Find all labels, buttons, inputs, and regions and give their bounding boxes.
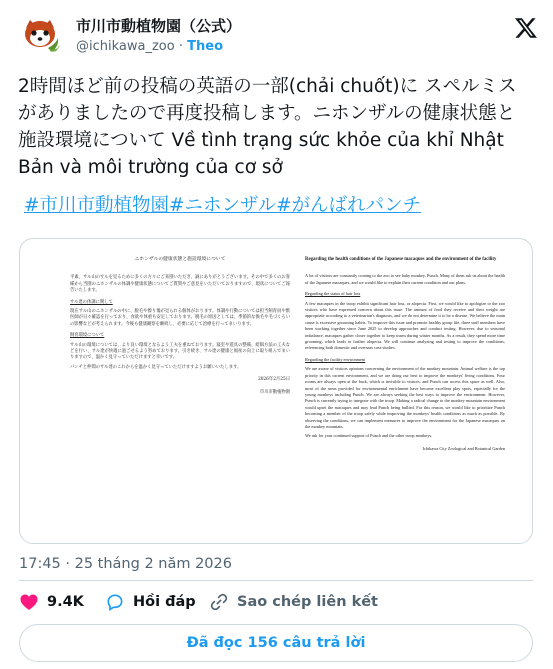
heart-icon <box>19 592 39 612</box>
document-japanese <box>70 239 290 543</box>
doc-jp-intro: 平素、サル山のサルを見るために多くの方々にご来園いただき、誠にありがとうございます。その中で多くのお客様から当園のニホンザルの体調や健康状態についてご質問やご意見をいただいておりますので、現状についてご報告いたします。 <box>70 275 290 294</box>
doc-jp-sign: 市川市動植物園 <box>259 389 290 395</box>
doc-en-sign: Ichikawa City Zoological and Botanical Garden <box>422 445 505 451</box>
like-button[interactable] <box>19 588 84 616</box>
doc-jp-heading: 飼育環境について <box>70 333 105 339</box>
user-handle[interactable]: @ichikawa_zoo <box>76 39 175 54</box>
document-english <box>305 239 505 543</box>
doc-en-paragraph: We are aware of visitors opinions concerning the environment of the monkey mountain. Animal welfare is the top priority in this current environment, and we are doing our best to improve the monkeys' living conditions. Four rooms are always open at the back, which is invisible to visitors, and Punch can access this space as well. Also, most of the areas provided for environmental enrichment have become excellent play spots, especially for the young monkeys including Punch. We are always seeking the best ways to improve the environment. However, Punch is currently trying to integrate with the troop. Making a radical change to the monkey mountain environment would upset the macaques and may lead Punch being bullied. For this reason, we would like to prioritize Punch becoming a member of the troop safely while improving the monkeys' health conditions as much as possible. By observing the conditions, we can implement measures to improve the environment for the Japanese macaques on the monkey mountain. <box>305 366 505 429</box>
doc-jp-paragraph: 現在サル山のニホンザルの中に、脱毛や擦り傷が見られる個体がおります。体調や行動については担当飼育員や獣医師が日々確認を行っており、食欲や体重も安定しております。脱毛の原因としては、季節的な換毛や毛づくろいの影響などが考えられます。今後も健康観察を継続し、必要に応じて治療を行ってまいります。 <box>70 309 290 327</box>
doc-jp-heading: サル達の体調に関して <box>70 299 113 305</box>
hashtag-macaque[interactable]: #ニホンザル <box>169 195 277 216</box>
reply-label: Hồi đáp <box>133 594 196 610</box>
link-icon <box>209 592 229 612</box>
doc-en-intro: A lot of visitors are constantly coming to the zoo to see baby monkey, Punch. Many of them ask us about the health of the Japanese macaques, and we would like to explain their current condition and our plans. <box>305 273 505 285</box>
display-name[interactable]: 市川市動植物園（公式） <box>76 17 242 35</box>
doc-en-title: Regarding the health conditions of the Japanese macaques and the environment of the facility <box>305 257 497 262</box>
copy-link-label: Sao chép liên kết <box>237 594 378 610</box>
divider <box>19 580 533 581</box>
copy-link-button[interactable] <box>209 588 378 616</box>
tweet-header <box>18 10 538 62</box>
red-panda-avatar-icon <box>18 14 62 58</box>
tweet-text: 2時間ほど前の投稿の英語の一部(chải chuốt)に スペルミスがありましたので再度投稿します。ニホンザルの健康状態と施設環境について Về tình trạng sức khỏe của khỉ Nhật Bản và môi trường của cơ sở <box>18 76 517 178</box>
doc-jp-paragraph: サル山の環境については、より良い環境となるよう工夫を重ねております。寝室や遊具の整備、給餌方法の工夫などを行い、サル達が快適に過ごせるよう努めております。引き続き、サル達の健康と福祉の向上に取り組んでまいりますので、温かく見守っていただけますと幸いです。 <box>70 342 290 361</box>
read-replies-button[interactable]: Đã đọc 156 câu trả lời <box>19 624 533 662</box>
hashtag-row <box>24 192 421 219</box>
author-block <box>76 16 241 56</box>
media-image[interactable] <box>19 238 533 544</box>
separator-dot: · <box>178 39 183 54</box>
doc-jp-date: 2026年2月25日 <box>257 377 290 383</box>
hashtag-punch[interactable]: #がんばれパンチ <box>276 195 422 216</box>
x-logo-icon[interactable] <box>514 16 538 40</box>
avatar[interactable] <box>18 14 62 58</box>
like-count: 9.4K <box>47 594 84 610</box>
tweet-timestamp[interactable]: 17:45 · 25 tháng 2 năm 2026 <box>19 556 232 572</box>
reply-bubble-icon <box>105 592 125 612</box>
doc-en-closing: We ask for your continued support of Punch and the other troop monkeys. <box>305 433 433 439</box>
doc-jp-title: ニホンザルの健康状態と施設環境について <box>134 257 226 262</box>
doc-en-heading: Regarding the status of hair loss <box>305 291 361 297</box>
reply-button[interactable] <box>105 588 196 616</box>
follow-button[interactable]: Theo <box>187 39 224 54</box>
doc-en-paragraph: A few macaques in the troop exhibit significant hair loss, or alopecia. First, we would like to apologize to the zoo visitors who have expressed concern about this issue. The amount of food they receive and their weight are appropriate according to a veterinarian's diagnosis, and we do not determine it to be a disease. We believe the main cause is excessive grooming habits. To improve this issue and promote healthy group life, three staff members have been working together since June 2025 to develop approaches and conduct testing. However, due to seasonal imbalance, macaques gather closer together to keep warm during winter months. As a result, they spend more time grooming, which leads to further alopecia. We will continue analyzing and testing to improve the conditions, referencing both domestic and overseas case studies. <box>305 300 505 351</box>
action-bar <box>19 588 533 616</box>
doc-jp-closing: パンチと仲間のサル達のこれからを温かく見守っていただけますようお願いいたします。 <box>70 364 242 370</box>
doc-en-heading: Regarding the facility environment <box>305 356 366 362</box>
hashtag-zoo[interactable]: #市川市動植物園 <box>24 195 170 216</box>
handle-row <box>76 38 241 56</box>
